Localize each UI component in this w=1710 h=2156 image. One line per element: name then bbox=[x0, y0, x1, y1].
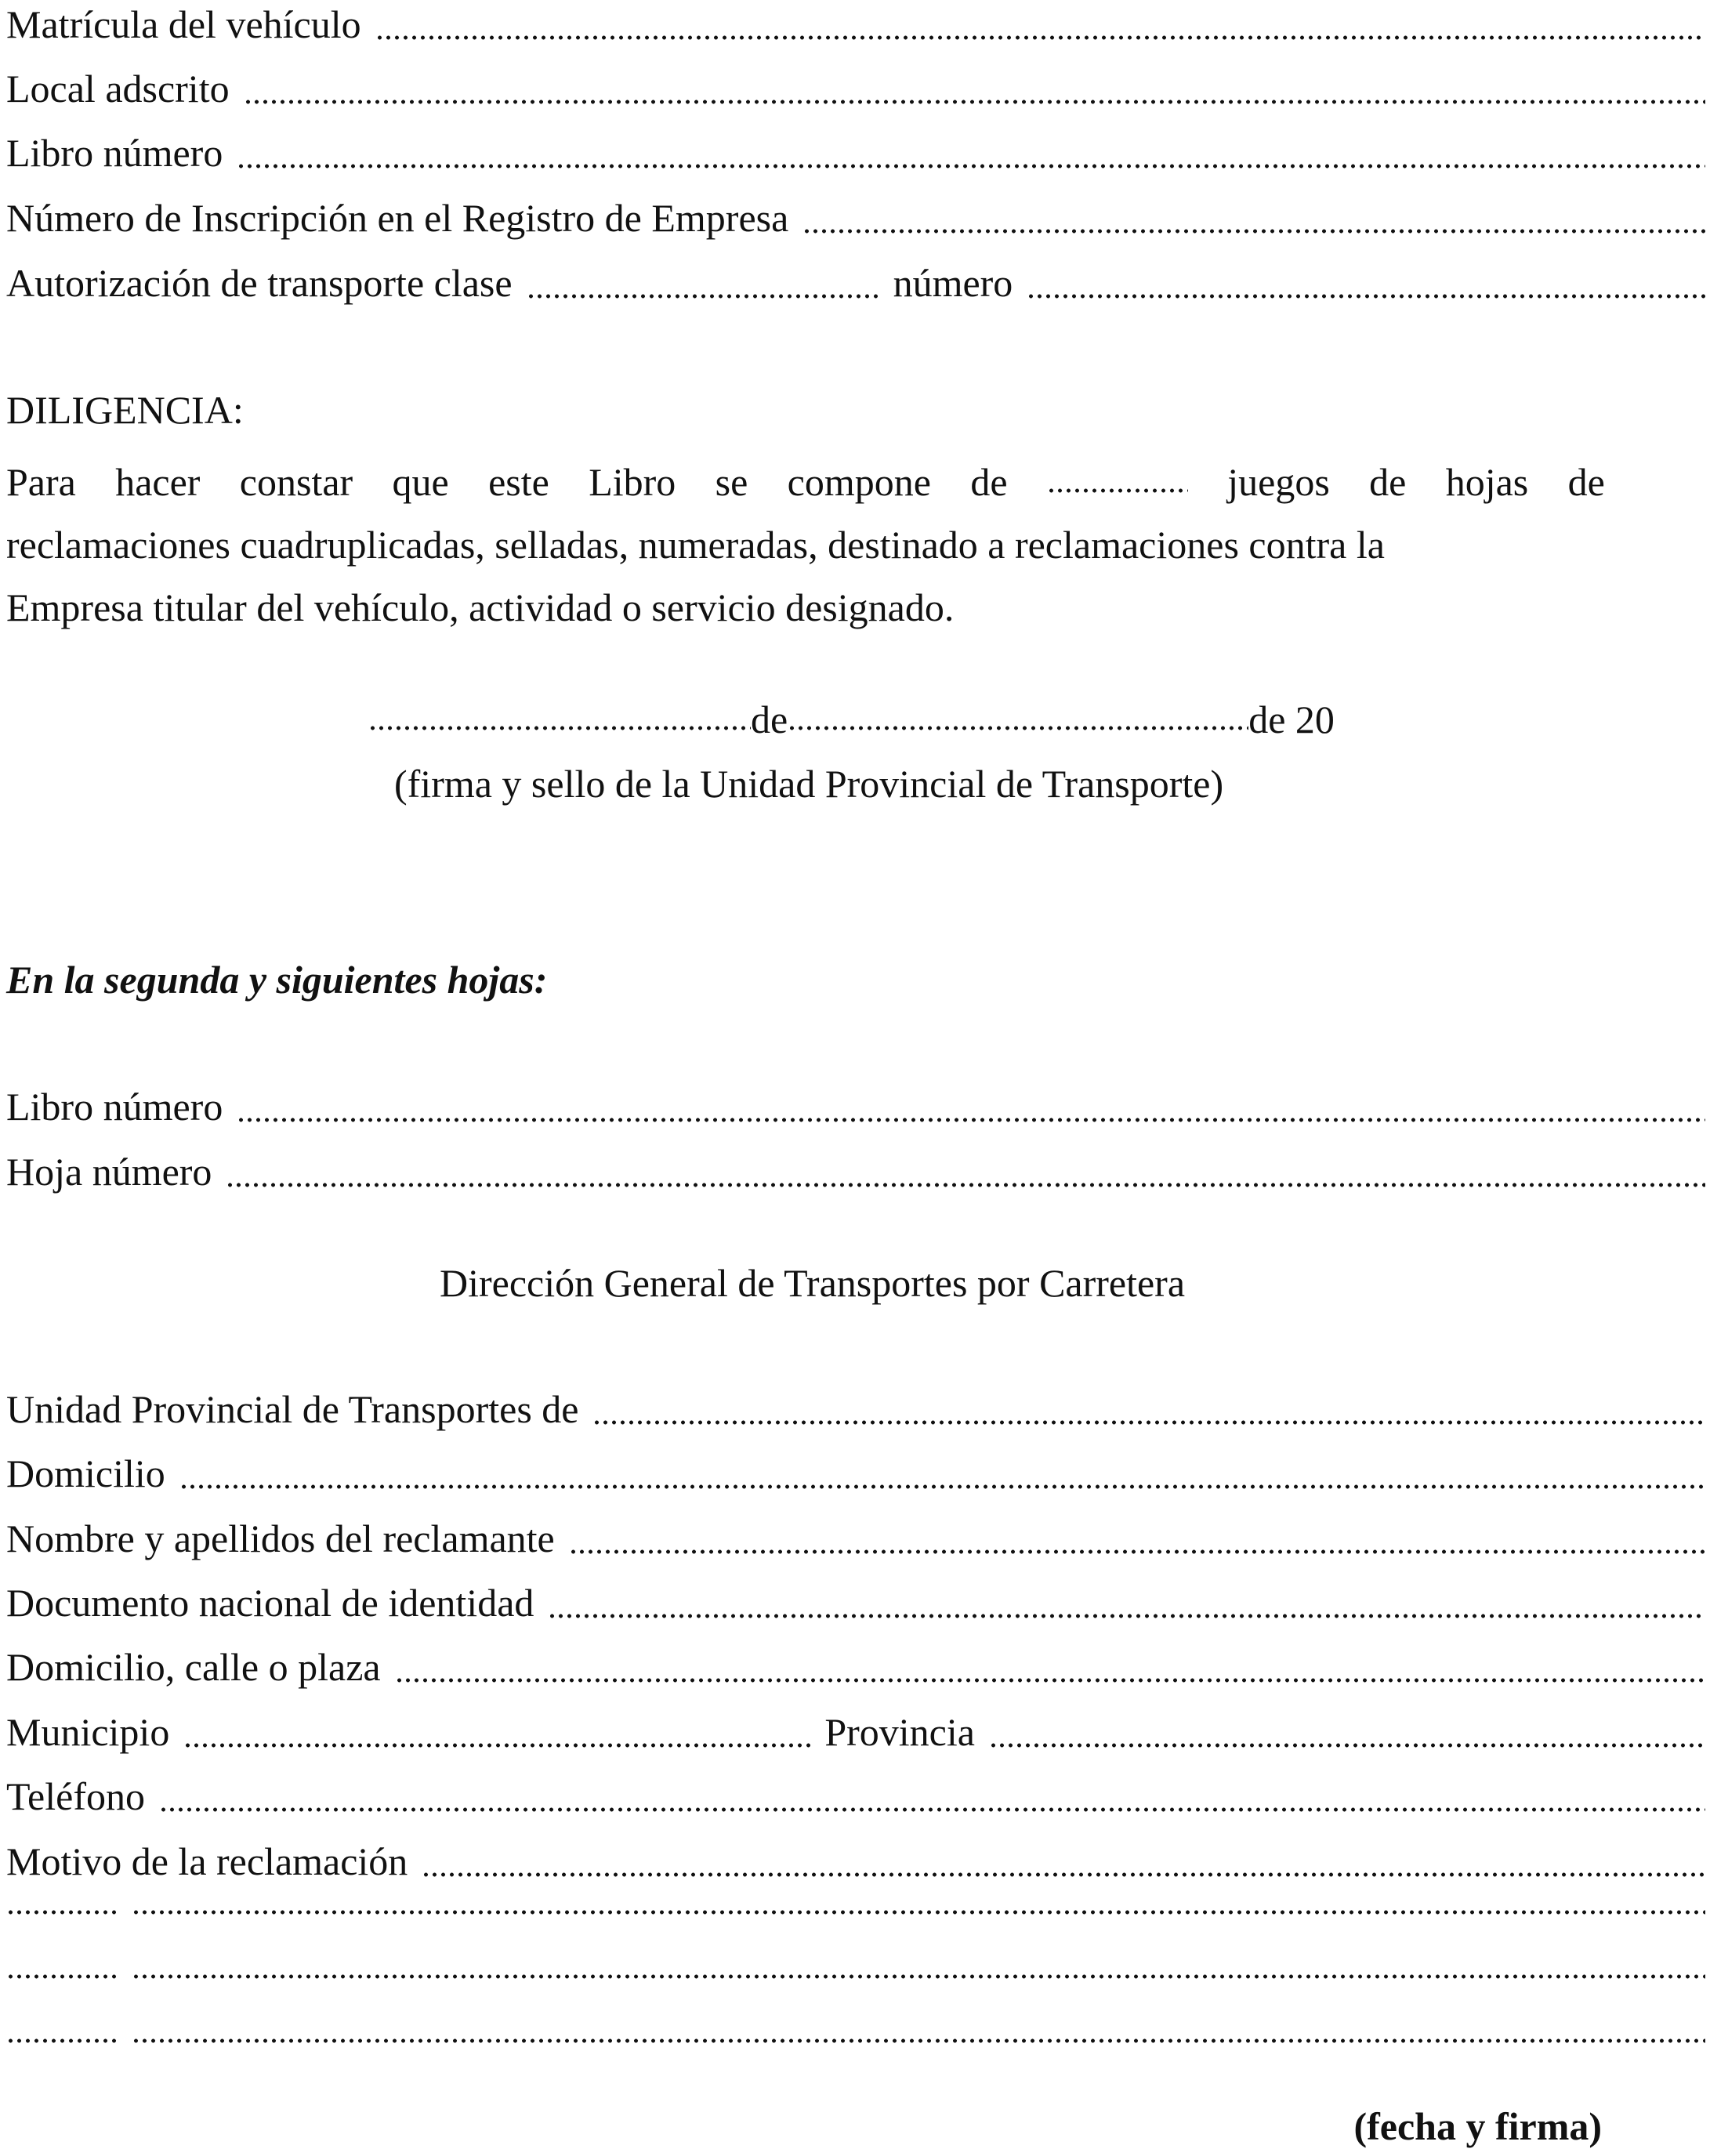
field-nombre-reclamante bbox=[6, 1516, 1705, 1560]
word: de bbox=[1567, 460, 1605, 504]
word: de bbox=[970, 460, 1008, 504]
dotted-fill-line[interactable] bbox=[237, 1115, 1705, 1125]
dotted-segment bbox=[6, 2036, 116, 2045]
direccion-heading: Dirección General de Transportes por Carretera bbox=[440, 1261, 1186, 1305]
word: hojas bbox=[1445, 460, 1529, 504]
dotted-segment bbox=[132, 2036, 1705, 2045]
word: juegos bbox=[1227, 460, 1330, 504]
field-label: Libro número bbox=[6, 1085, 223, 1129]
field-libro-numero-2 bbox=[6, 1085, 1705, 1129]
paragraph-line-2: reclamaciones cuadruplicadas, selladas, numeradas, destinado a reclamaciones contra la bbox=[6, 523, 1385, 567]
field-label: Domicilio bbox=[6, 1451, 165, 1495]
field-inscripcion bbox=[6, 196, 1705, 240]
dotted-fill-line[interactable] bbox=[159, 1805, 1705, 1814]
motivo-continuation-line[interactable] bbox=[6, 2035, 1705, 2045]
word: Para bbox=[6, 460, 76, 504]
field-hoja-numero bbox=[6, 1150, 1705, 1194]
field-label: Libro número bbox=[6, 131, 223, 175]
dotted-fill-line[interactable] bbox=[802, 226, 1705, 236]
word: constar bbox=[239, 460, 353, 504]
field-domicilio bbox=[6, 1451, 1705, 1495]
dotted-fill-line[interactable] bbox=[226, 1180, 1705, 1190]
word: que bbox=[392, 460, 449, 504]
dotted-segment bbox=[6, 1972, 116, 1981]
word: hacer bbox=[115, 460, 201, 504]
dotted-fill-line[interactable] bbox=[183, 1741, 810, 1750]
signature-note: (firma y sello de la Unidad Provincial de Transporte) bbox=[394, 762, 1224, 806]
field-label: número bbox=[893, 261, 1013, 305]
dotted-fill-line[interactable] bbox=[422, 1870, 1705, 1879]
dotted-fill-line[interactable] bbox=[179, 1482, 1705, 1491]
word: compone bbox=[787, 460, 931, 504]
field-dni bbox=[6, 1581, 1705, 1625]
dotted-segment bbox=[132, 1972, 1705, 1981]
field-label: Hoja número bbox=[6, 1150, 212, 1194]
field-label: Documento nacional de identidad bbox=[6, 1581, 534, 1625]
field-municipio-provincia bbox=[6, 1712, 1705, 1752]
field-libro-numero bbox=[6, 131, 1705, 175]
word: Libro bbox=[589, 460, 676, 504]
dotted-fill-line[interactable] bbox=[569, 1547, 1705, 1556]
field-local-adscrito bbox=[6, 67, 1705, 111]
dotted-fill-line[interactable] bbox=[592, 1418, 1705, 1427]
date-day-blank[interactable] bbox=[368, 723, 751, 733]
word: este bbox=[488, 460, 549, 504]
field-label: Nombre y apellidos del reclamante bbox=[6, 1516, 555, 1560]
field-label: Local adscrito bbox=[6, 67, 230, 111]
field-matricula bbox=[6, 2, 1705, 46]
paragraph-line-1 bbox=[6, 451, 1605, 513]
field-motivo bbox=[6, 1839, 1705, 1883]
dotted-fill-line[interactable] bbox=[989, 1741, 1705, 1750]
field-label: Motivo de la reclamación bbox=[6, 1839, 408, 1883]
field-label: Número de Inscripción en el Registro de Empresa bbox=[6, 196, 789, 240]
motivo-continuation-line[interactable] bbox=[6, 1970, 1705, 1981]
dotted-segment bbox=[6, 1908, 116, 1917]
dotted-fill-line[interactable] bbox=[375, 33, 1705, 42]
dotted-fill-line[interactable] bbox=[1027, 292, 1705, 301]
field-label: Provincia bbox=[824, 1710, 975, 1754]
field-label: Municipio bbox=[6, 1710, 170, 1754]
word: de bbox=[1369, 460, 1407, 504]
field-telefono bbox=[6, 1774, 1705, 1818]
section-heading: En la segunda y siguientes hojas: bbox=[6, 958, 548, 1002]
field-label: Domicilio, calle o plaza bbox=[6, 1645, 381, 1689]
dotted-fill-line[interactable] bbox=[527, 292, 879, 301]
field-label: Teléfono bbox=[6, 1774, 145, 1818]
field-label: Unidad Provincial de Transportes de bbox=[6, 1387, 579, 1431]
field-label: Autorización de transporte clase bbox=[6, 261, 513, 305]
date-year-prefix: de 20 bbox=[1248, 698, 1335, 741]
word: se bbox=[715, 460, 748, 504]
motivo-continuation-line[interactable] bbox=[6, 1906, 1705, 1917]
diligencia-paragraph bbox=[6, 451, 1605, 639]
date-month-blank[interactable] bbox=[788, 723, 1248, 733]
paragraph-line-3: Empresa titular del vehículo, actividad o servicio designado. bbox=[6, 585, 955, 629]
dotted-segment bbox=[132, 1908, 1705, 1917]
field-autorizacion bbox=[6, 263, 1705, 303]
dotted-fill-line[interactable] bbox=[395, 1676, 1705, 1685]
field-domicilio-calle bbox=[6, 1647, 1705, 1687]
dotted-fill-line[interactable] bbox=[244, 97, 1705, 107]
diligencia-title: DILIGENCIA: bbox=[6, 388, 244, 432]
date-separator: de bbox=[751, 698, 788, 741]
juegos-count-blank[interactable] bbox=[1047, 486, 1188, 495]
field-unidad-provincial bbox=[6, 1387, 1705, 1431]
field-label: Matrícula del vehículo bbox=[6, 2, 361, 46]
dotted-fill-line[interactable] bbox=[237, 161, 1705, 171]
date-line bbox=[368, 700, 1335, 739]
fecha-firma-label: (fecha y firma) bbox=[1353, 2104, 1602, 2148]
dotted-fill-line[interactable] bbox=[548, 1611, 1705, 1621]
